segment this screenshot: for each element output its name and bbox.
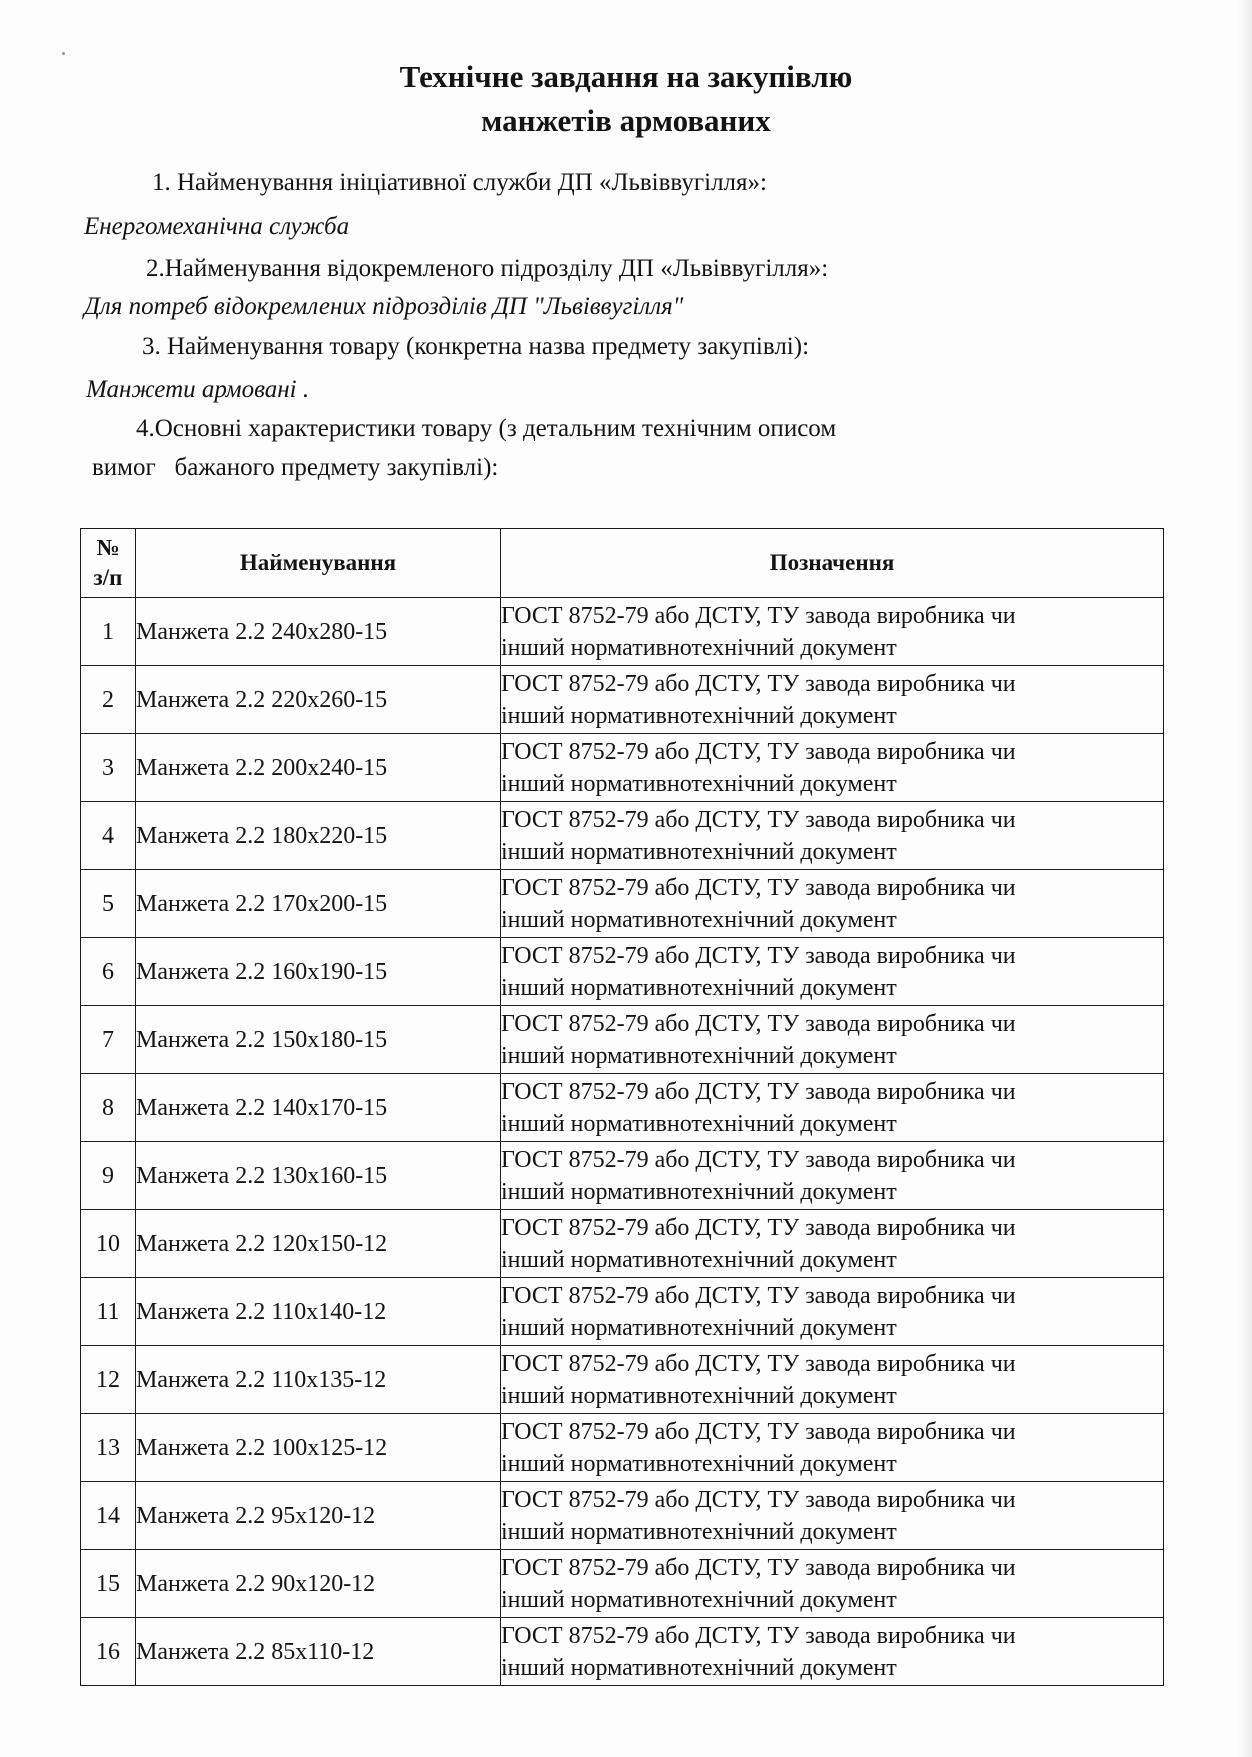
designation-line-2: інший нормативнотехнічний документ [501,1586,897,1613]
designation-line-2: інший нормативнотехнічний документ [501,1450,897,1477]
designation-line-1: ГОСТ 8752-79 або ДСТУ, ТУ завода виробника чи [501,738,1016,765]
row-number: 16 [81,1618,136,1686]
row-number: 13 [81,1414,136,1482]
row-designation [501,1142,1164,1210]
row-designation [501,1346,1164,1414]
designation-line-2: інший нормативнотехнічний документ [501,1110,897,1137]
row-designation [501,1550,1164,1618]
row-number: 4 [81,802,136,870]
header-name: Найменування [136,529,501,598]
table-row [81,1482,1164,1550]
row-designation [501,1618,1164,1686]
row-number: 3 [81,734,136,802]
row-name: Манжета 2.2 200х240-15 [136,734,501,802]
row-designation [501,1278,1164,1346]
designation-line-2: інший нормативнотехнічний документ [501,1042,897,1069]
row-number: 15 [81,1550,136,1618]
row-name: Манжета 2.2 160х190-15 [136,938,501,1006]
table-row [81,1618,1164,1686]
section-4-heading-line-2: вимог бажаного предмету закупівлі): [92,454,499,481]
section-3-answer: Манжети армовані . [86,376,310,403]
row-number: 10 [81,1210,136,1278]
section-1-heading: 1. Найменування ініціативної служби ДП «Львіввугілля»: [152,169,767,196]
row-designation [501,1074,1164,1142]
row-name: Манжета 2.2 220х260-15 [136,666,501,734]
designation-line-2: інший нормативнотехнічний документ [501,1314,897,1341]
header-number [81,529,136,598]
section-3-heading: 3. Найменування товару (конкретна назва предмету закупівлі): [142,333,810,360]
specification-table [80,528,1164,1686]
row-name: Манжета 2.2 85х110-12 [136,1618,501,1686]
row-name: Манжета 2.2 120х150-12 [136,1210,501,1278]
row-number: 8 [81,1074,136,1142]
table-row [81,802,1164,870]
designation-line-2: інший нормативнотехнічний документ [501,1518,897,1545]
designation-line-1: ГОСТ 8752-79 або ДСТУ, ТУ завода виробника чи [501,1078,1016,1105]
row-name: Манжета 2.2 150х180-15 [136,1006,501,1074]
table-row [81,1346,1164,1414]
designation-line-1: ГОСТ 8752-79 або ДСТУ, ТУ завода виробника чи [501,1214,1016,1241]
row-name: Манжета 2.2 110х135-12 [136,1346,501,1414]
designation-line-2: інший нормативнотехнічний документ [501,1654,897,1681]
row-name: Манжета 2.2 95х120-12 [136,1482,501,1550]
row-designation [501,870,1164,938]
designation-line-1: ГОСТ 8752-79 або ДСТУ, ТУ завода виробника чи [501,1146,1016,1173]
row-designation [501,1210,1164,1278]
designation-line-1: ГОСТ 8752-79 або ДСТУ, ТУ завода виробника чи [501,1418,1016,1445]
designation-line-1: ГОСТ 8752-79 або ДСТУ, ТУ завода виробника чи [501,670,1016,697]
designation-line-1: ГОСТ 8752-79 або ДСТУ, ТУ завода виробника чи [501,1010,1016,1037]
designation-line-1: ГОСТ 8752-79 або ДСТУ, ТУ завода виробника чи [501,602,1016,629]
table-row [81,1006,1164,1074]
row-designation [501,734,1164,802]
title-line-2: манжетів армованих [481,103,771,138]
row-number: 2 [81,666,136,734]
document-title [0,55,1252,143]
row-number: 12 [81,1346,136,1414]
row-number: 11 [81,1278,136,1346]
header-designation: Позначення [501,529,1164,598]
table-body [81,598,1164,1686]
row-name: Манжета 2.2 140х170-15 [136,1074,501,1142]
designation-line-1: ГОСТ 8752-79 або ДСТУ, ТУ завода виробника чи [501,1486,1016,1513]
designation-line-2: інший нормативнотехнічний документ [501,702,897,729]
table-row [81,1142,1164,1210]
row-number: 9 [81,1142,136,1210]
table-row [81,1278,1164,1346]
designation-line-1: ГОСТ 8752-79 або ДСТУ, ТУ завода виробника чи [501,942,1016,969]
table-row [81,598,1164,666]
row-name: Манжета 2.2 240х280-15 [136,598,501,666]
designation-line-1: ГОСТ 8752-79 або ДСТУ, ТУ завода виробника чи [501,1622,1016,1649]
row-designation [501,802,1164,870]
designation-line-1: ГОСТ 8752-79 або ДСТУ, ТУ завода виробника чи [501,1282,1016,1309]
row-designation [501,938,1164,1006]
title-line-1: Технічне завдання на закупівлю [399,59,853,94]
table-row [81,870,1164,938]
table-row [81,734,1164,802]
table-row [81,1210,1164,1278]
table-row [81,1550,1164,1618]
designation-line-2: інший нормативнотехнічний документ [501,1178,897,1205]
row-number: 7 [81,1006,136,1074]
designation-line-2: інший нормативнотехнічний документ [501,634,897,661]
designation-line-2: інший нормативнотехнічний документ [501,1382,897,1409]
designation-line-2: інший нормативнотехнічний документ [501,974,897,1001]
row-designation [501,1482,1164,1550]
section-1-answer: Енергомеханічна служба [84,213,350,240]
designation-line-2: інший нормативнотехнічний документ [501,770,897,797]
row-number: 14 [81,1482,136,1550]
row-name: Манжета 2.2 170х200-15 [136,870,501,938]
table-row [81,666,1164,734]
table-row [81,1414,1164,1482]
section-2-heading: 2.Найменування відокремленого підрозділу ДП «Львіввугілля»: [146,255,829,282]
row-designation [501,1414,1164,1482]
row-name: Манжета 2.2 100х125-12 [136,1414,501,1482]
table-row [81,1074,1164,1142]
row-number: 5 [81,870,136,938]
designation-line-1: ГОСТ 8752-79 або ДСТУ, ТУ завода виробника чи [501,806,1016,833]
header-number-symbol: № [96,535,120,560]
designation-line-1: ГОСТ 8752-79 або ДСТУ, ТУ завода виробника чи [501,874,1016,901]
row-name: Манжета 2.2 180х220-15 [136,802,501,870]
table-row [81,938,1164,1006]
scan-edge-shadow [1238,0,1252,1757]
designation-line-2: інший нормативнотехнічний документ [501,906,897,933]
section-4-heading-line-1: 4.Основні характеристики товару (з детальним технічним описом [136,415,837,442]
row-number: 1 [81,598,136,666]
table-header-row [81,529,1164,598]
designation-line-1: ГОСТ 8752-79 або ДСТУ, ТУ завода виробника чи [501,1350,1016,1377]
header-number-abbrev: з/п [93,565,123,590]
row-name: Манжета 2.2 90х120-12 [136,1550,501,1618]
row-designation [501,598,1164,666]
designation-line-2: інший нормативнотехнічний документ [501,1246,897,1273]
row-number: 6 [81,938,136,1006]
section-2-answer: Для потреб відокремлених підрозділів ДП "Львіввугілля" [84,293,684,320]
row-name: Манжета 2.2 110х140-12 [136,1278,501,1346]
row-designation [501,1006,1164,1074]
designation-line-2: інший нормативнотехнічний документ [501,838,897,865]
designation-line-1: ГОСТ 8752-79 або ДСТУ, ТУ завода виробника чи [501,1554,1016,1581]
row-designation [501,666,1164,734]
row-name: Манжета 2.2 130х160-15 [136,1142,501,1210]
